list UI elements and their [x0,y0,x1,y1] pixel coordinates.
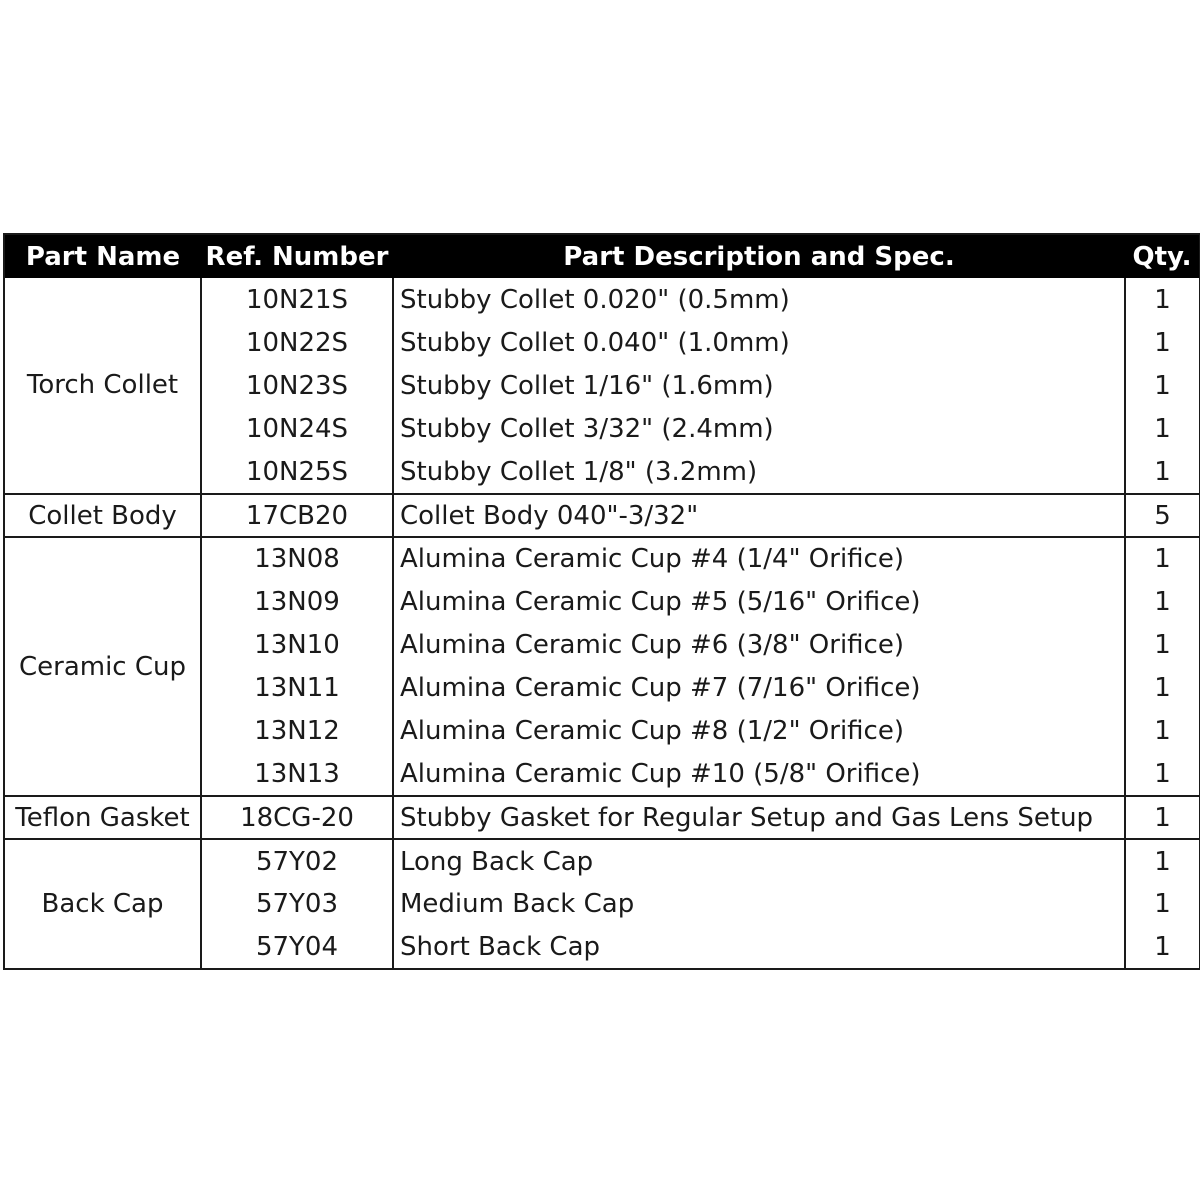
description-cell: Stubby Collet 0.020" (0.5mm) [393,278,1125,321]
ref-number-cell: 13N09 [201,580,393,623]
qty-cell: 5 [1125,494,1200,537]
description-cell: Alumina Ceramic Cup #7 (7/16" Orifice) [393,667,1125,710]
header-description: Part Description and Spec. [393,234,1125,278]
qty-cell: 1 [1125,883,1200,926]
part-name-cell: Back Cap [4,839,201,969]
part-name-cell: Ceramic Cup [4,537,201,796]
qty-cell: 1 [1125,321,1200,364]
qty-cell: 1 [1125,839,1200,882]
qty-cell: 1 [1125,408,1200,451]
description-cell: Alumina Ceramic Cup #8 (1/2" Orifice) [393,710,1125,753]
header-part-name: Part Name [4,234,201,278]
table-row [4,839,1200,882]
qty-cell: 1 [1125,667,1200,710]
header-qty: Qty. [1125,234,1200,278]
description-cell: Collet Body 040"-3/32" [393,494,1125,537]
description-cell: Long Back Cap [393,839,1125,882]
qty-cell: 1 [1125,710,1200,753]
qty-cell: 1 [1125,796,1200,839]
ref-number-cell: 10N23S [201,364,393,407]
qty-cell: 1 [1125,753,1200,796]
description-cell: Stubby Gasket for Regular Setup and Gas Lens Setup [393,796,1125,839]
description-cell: Alumina Ceramic Cup #6 (3/8" Orifice) [393,624,1125,667]
parts-table [3,233,1200,970]
description-cell: Alumina Ceramic Cup #5 (5/16" Orifice) [393,580,1125,623]
ref-number-cell: 57Y03 [201,883,393,926]
ref-number-cell: 13N13 [201,753,393,796]
description-cell: Alumina Ceramic Cup #4 (1/4" Orifice) [393,537,1125,580]
description-cell: Alumina Ceramic Cup #10 (5/8" Orifice) [393,753,1125,796]
ref-number-cell: 13N11 [201,667,393,710]
part-name-cell: Teflon Gasket [4,796,201,839]
ref-number-cell: 13N12 [201,710,393,753]
header-ref-number: Ref. Number [201,234,393,278]
description-cell: Stubby Collet 3/32" (2.4mm) [393,408,1125,451]
ref-number-cell: 57Y02 [201,839,393,882]
description-cell: Medium Back Cap [393,883,1125,926]
ref-number-cell: 10N21S [201,278,393,321]
ref-number-cell: 13N08 [201,537,393,580]
part-name-cell: Torch Collet [4,278,201,494]
table-row [4,537,1200,580]
table-row [4,494,1200,537]
description-cell: Short Back Cap [393,926,1125,969]
table-body [4,278,1200,969]
ref-number-cell: 10N24S [201,408,393,451]
table-row [4,796,1200,839]
part-name-cell: Collet Body [4,494,201,537]
ref-number-cell: 10N25S [201,451,393,494]
qty-cell: 1 [1125,537,1200,580]
qty-cell: 1 [1125,926,1200,969]
ref-number-cell: 18CG-20 [201,796,393,839]
ref-number-cell: 57Y04 [201,926,393,969]
description-cell: Stubby Collet 0.040" (1.0mm) [393,321,1125,364]
table-row [4,278,1200,321]
ref-number-cell: 10N22S [201,321,393,364]
description-cell: Stubby Collet 1/8" (3.2mm) [393,451,1125,494]
qty-cell: 1 [1125,580,1200,623]
ref-number-cell: 13N10 [201,624,393,667]
table-header-row [4,234,1200,278]
qty-cell: 1 [1125,278,1200,321]
qty-cell: 1 [1125,451,1200,494]
description-cell: Stubby Collet 1/16" (1.6mm) [393,364,1125,407]
qty-cell: 1 [1125,624,1200,667]
qty-cell: 1 [1125,364,1200,407]
ref-number-cell: 17CB20 [201,494,393,537]
